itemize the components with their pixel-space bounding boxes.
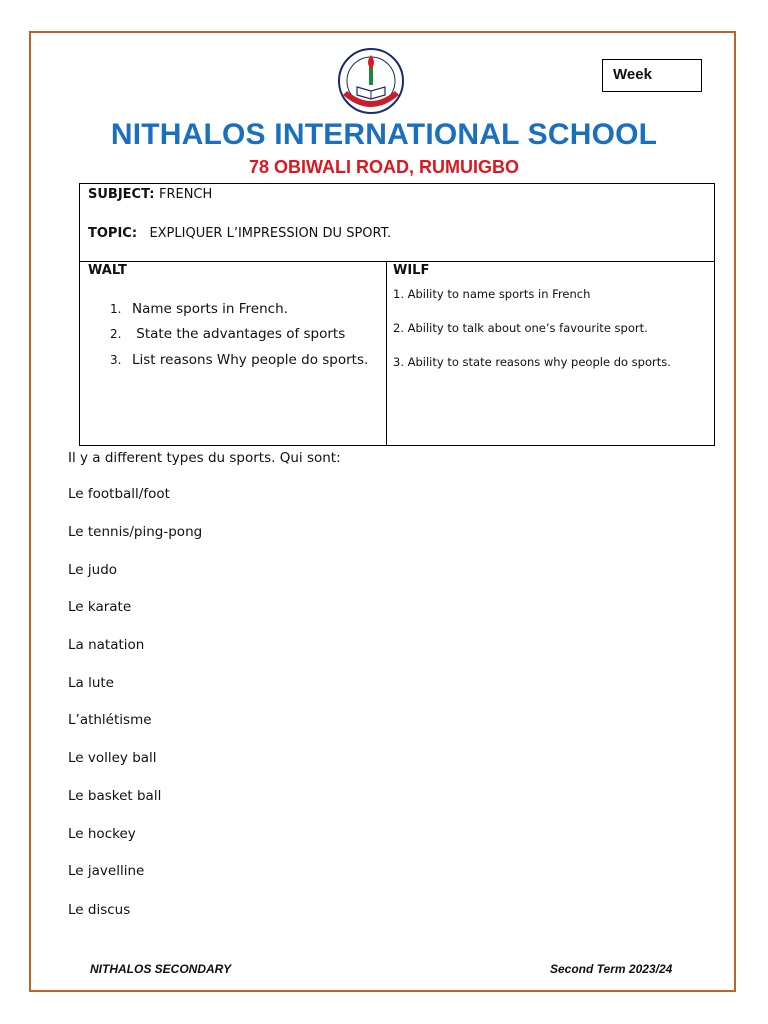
topic-value: EXPLIQUER L’IMPRESSION DU SPORT. [149,226,392,241]
sport-item: Le javelline [68,863,145,879]
subject-value: FRENCH [158,187,213,202]
sport-item: Le volley ball [68,750,157,766]
wilf-item: 2. Ability to talk about one’s favourite sport. [393,321,648,335]
school-logo [331,47,411,117]
sport-item: Le hockey [68,826,136,842]
footer-school: NITHALOS SECONDARY [90,962,232,976]
topic-label: TOPIC [88,226,132,241]
sport-item: La natation [68,637,145,653]
column-divider [386,261,387,445]
walt-item: 2. State the advantages of sports [110,326,346,342]
wilf-heading: WILF [393,263,430,278]
wilf-item: 1. Ability to name sports in French [393,287,591,301]
topic-row: TOPIC: EXPLIQUER L’IMPRESSION DU SPORT. [88,226,392,241]
sport-item: Le karate [68,599,132,615]
table-divider [80,261,714,262]
intro-text: Il y a different types du sports. Qui sont: [68,450,341,466]
sport-item: Le judo [68,562,118,578]
sport-item: Le football/foot [68,486,170,502]
sport-item: Le tennis/ping-pong [68,524,203,540]
subject-row: SUBJECT: FRENCH [88,187,213,202]
walt-item: 3. List reasons Why people do sports. [110,352,369,368]
sport-item: La lute [68,675,114,691]
walt-heading: WALT [88,263,127,278]
lesson-info-table [79,183,715,446]
sport-item: Le discus [68,902,131,918]
wilf-item: 3. Ability to state reasons why people do sports. [393,355,671,369]
school-address: 78 OBIWALI ROAD, RUMUIGBO [248,157,519,177]
footer-term: Second Term 2023/24 [550,962,673,976]
school-name: NITHALOS INTERNATIONAL SCHOOL [110,118,658,151]
sport-item: Le basket ball [68,788,162,804]
walt-item: 1. Name sports in French. [110,301,288,317]
sport-item: L’athlétisme [68,712,152,728]
week-box: Week [602,59,702,92]
subject-label: SUBJECT [88,187,150,202]
